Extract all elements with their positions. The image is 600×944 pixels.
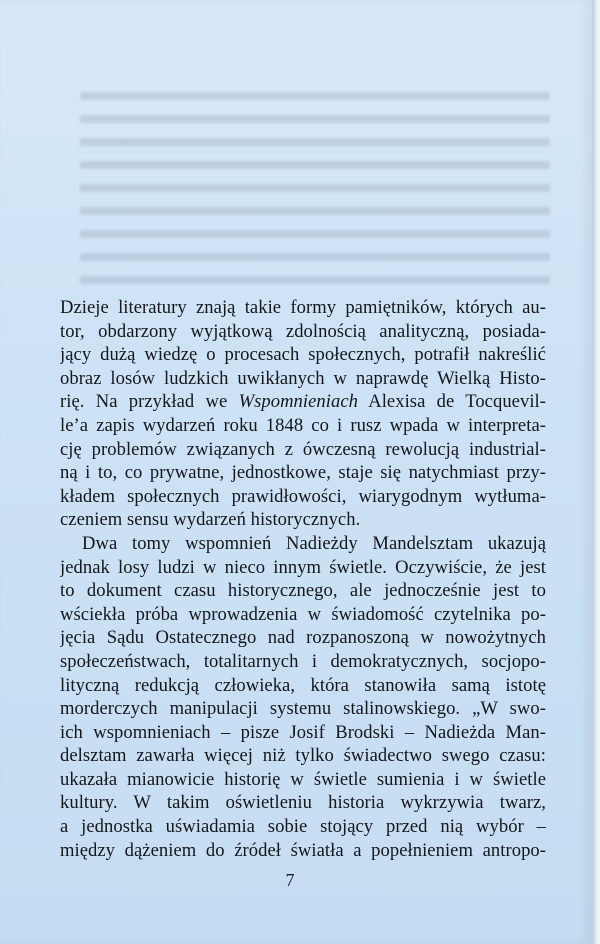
text-line: morderczych manipulacji systemu stalinowskiego. „W swo-: [60, 698, 546, 720]
text-line: jednak losy ludzi w nieco innym świetle. Oczywiście, że jest: [60, 556, 546, 578]
text-line: a jednostka uświadamia sobie stojący przed nią wybór –: [60, 816, 546, 838]
paragraph-2: [60, 532, 546, 862]
text-line: kultury. W takim oświetleniu historia wykrzywia twarz,: [60, 792, 546, 814]
page-number: 7: [285, 870, 295, 890]
show-through-text: [80, 92, 550, 292]
text-line: rię. Na przykład we Wspomnieniach Alexisa de Tocquevil-: [60, 391, 546, 413]
paragraph-1: [60, 296, 546, 532]
body-text: [60, 296, 546, 862]
text-line: między dążeniem do źródeł światła a popełnieniem antropo-: [60, 839, 546, 861]
text-line: czeniem sensu wydarzeń historycznych.: [60, 509, 361, 531]
text-line: ną i to, co prywatne, jednostkowe, staje się natychmiast przy-: [60, 462, 546, 484]
text-line: lityczną redukcją człowieka, która stanowiła samą istotę: [60, 674, 546, 696]
text-line: ich wspomnieniach – pisze Josif Brodski – Nadieżda Man-: [60, 721, 546, 743]
text-line: Dzieje literatury znają takie formy pamiętników, których au-: [60, 297, 546, 318]
text-line: jący dużą wiedzę o procesach społecznych, potrafił nakreślić: [60, 344, 546, 366]
text-line: tor, obdarzony wyjątkową zdolnością analityczną, posiada-: [60, 320, 546, 342]
text-line: delsztam zawarła więcej niż tylko świadectwo swego czasu:: [60, 745, 546, 767]
book-title-italic: Wspomnieniach: [238, 391, 358, 413]
text-line: to dokument czasu historycznego, ale jednocześnie jest to: [60, 580, 546, 602]
text-line: cję problemów związanych z ówczesną rewolucją industrial-: [60, 438, 546, 460]
page-edge: [592, 0, 600, 944]
text-line: le’a zapis wydarzeń roku 1848 co i rusz wpada w interpreta-: [60, 414, 546, 436]
text-line: jęcia Sądu Ostatecznego nad rozpanoszoną w nowożytnych: [60, 627, 546, 649]
text-line: ukazała mianowicie historię w świetle sumienia i w świetle: [60, 768, 546, 790]
text-line: społeczeństwach, totalitarnych i demokratycznych, socjopo-: [60, 650, 546, 672]
text-line: obraz losów ludzkich uwikłanych w naprawdę Wielką Histo-: [60, 367, 546, 389]
text-line: Dwa tomy wspomnień Nadieżdy Mandelsztam ukazują: [82, 532, 546, 554]
text-line: wściekła próba wprowadzenia w świadomość czytelnika po-: [60, 603, 546, 625]
text-line: kładem społecznych prawidłowości, wiarygodnym wytłuma-: [60, 485, 546, 507]
